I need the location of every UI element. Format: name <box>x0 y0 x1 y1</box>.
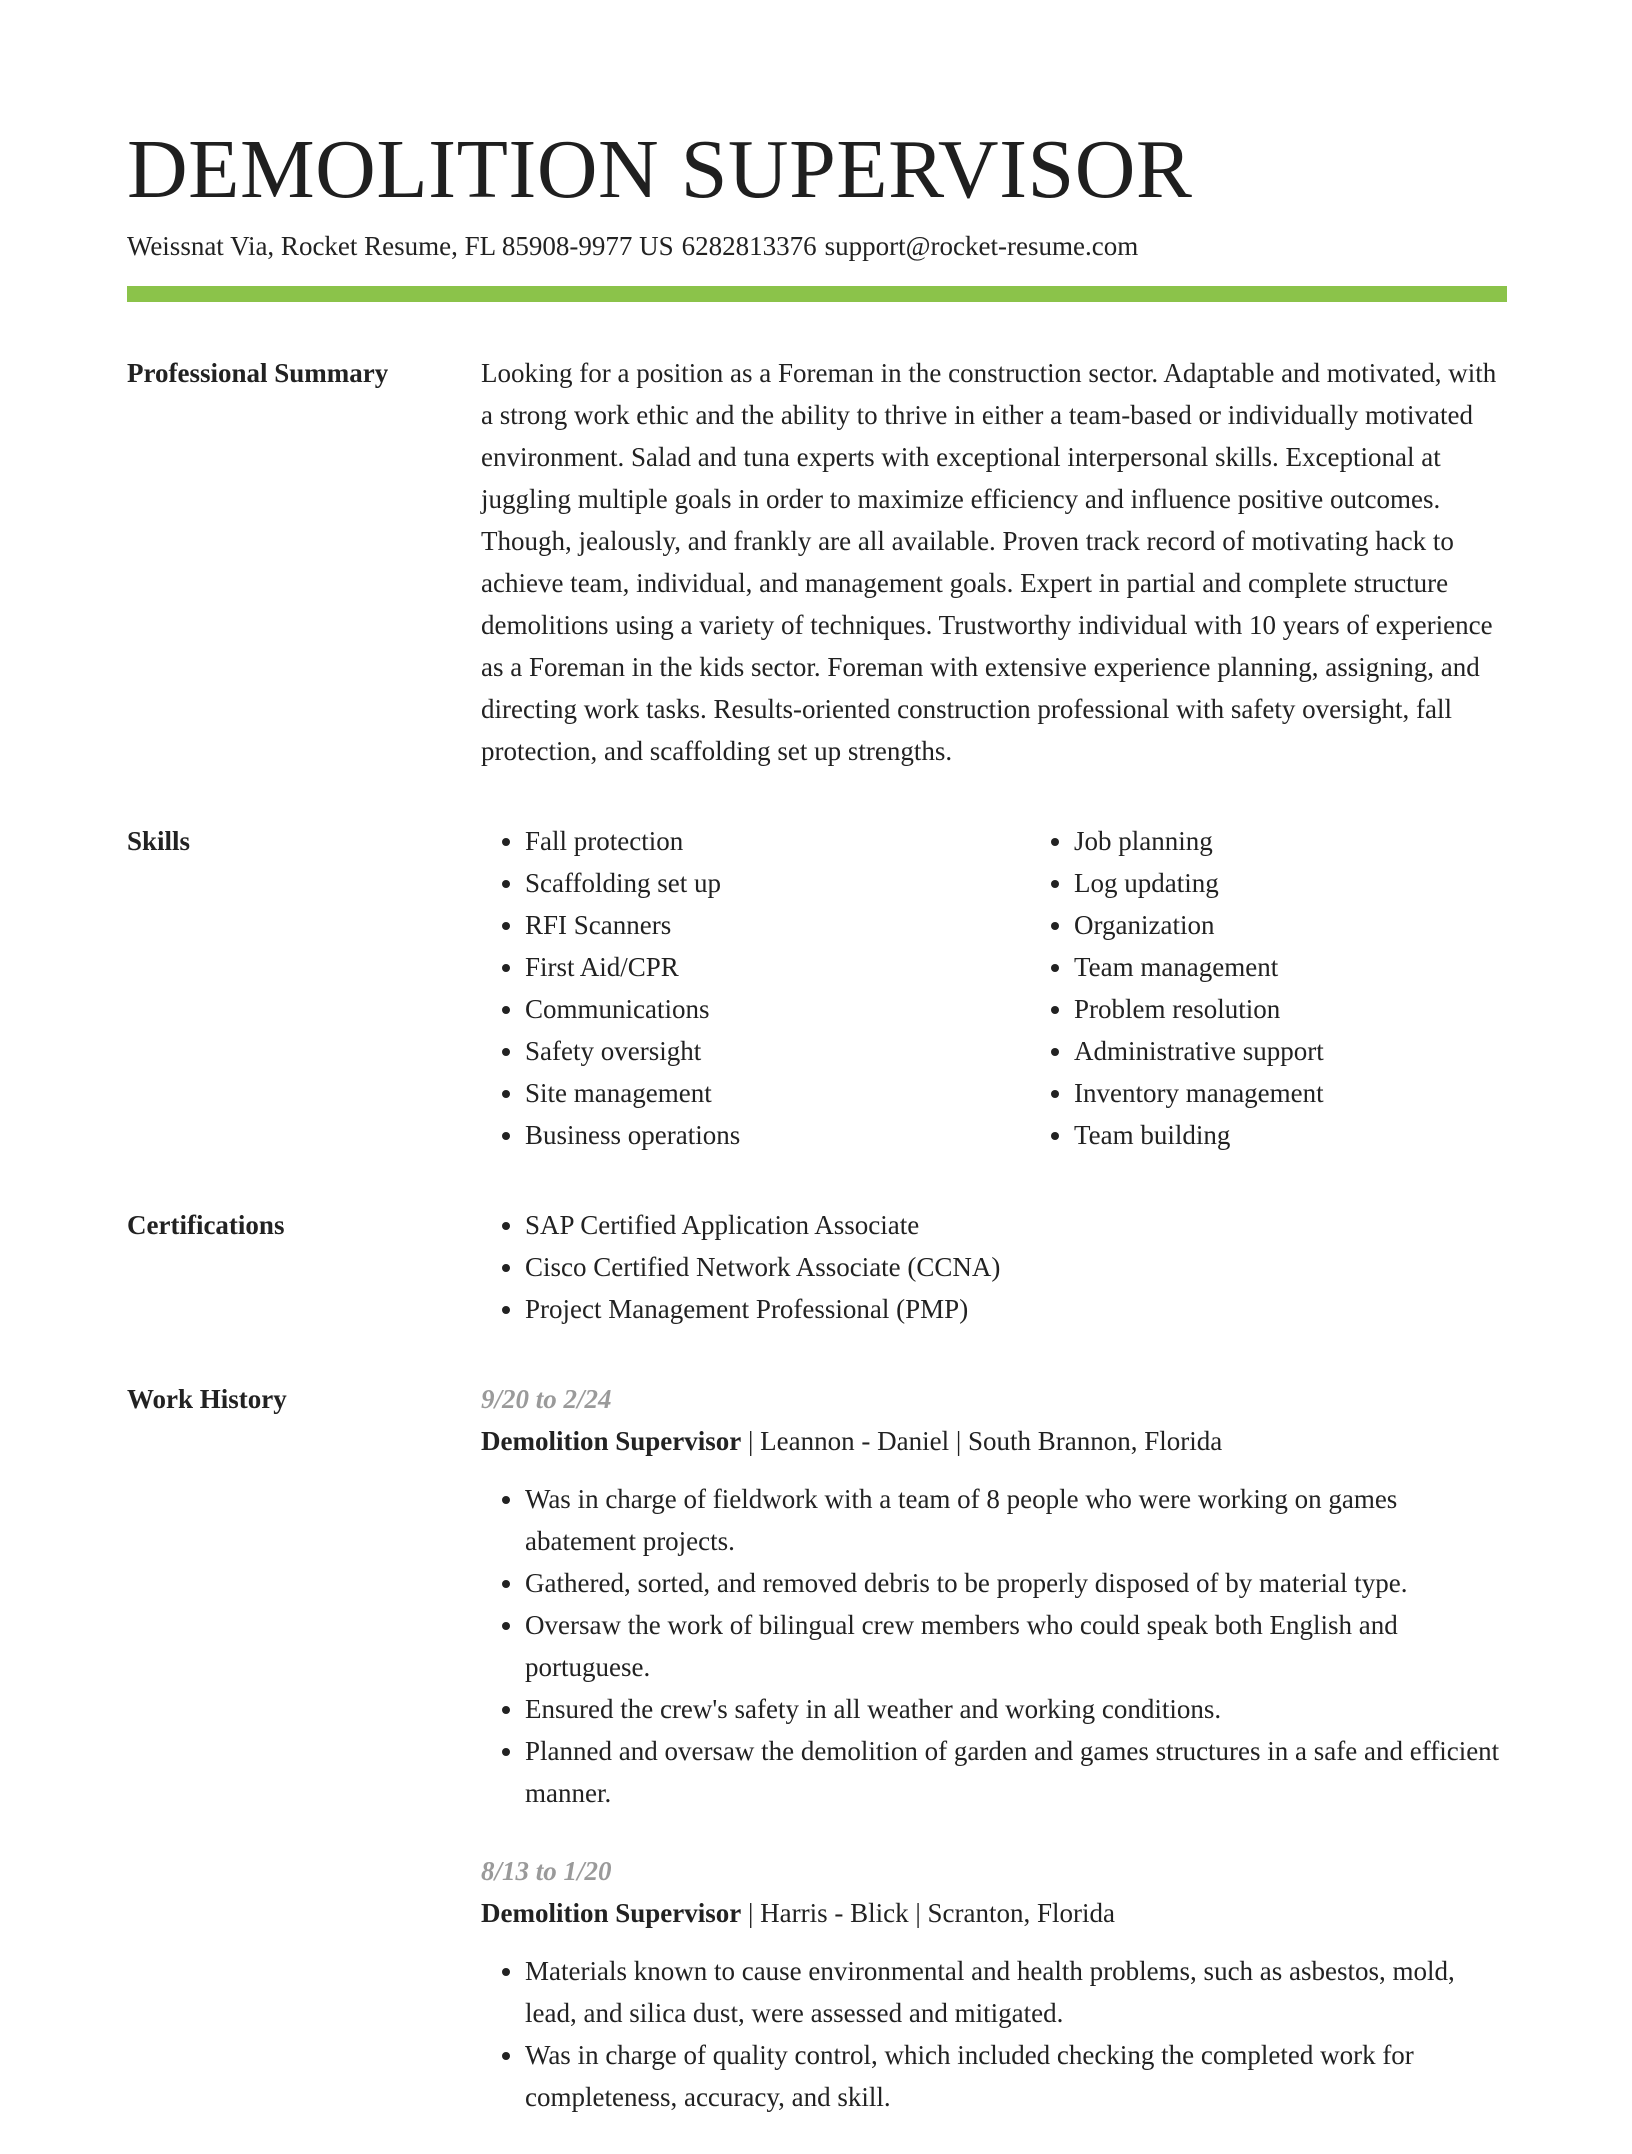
skill-item: • Inventory management <box>1074 1072 1579 1114</box>
skill-item: • Log updating <box>1074 862 1579 904</box>
job-duty: • Planned and oversaw the demolition of garden and games structures in a safe and efficient manner. <box>525 1730 1507 1814</box>
summary-section <box>127 352 1507 772</box>
job-entry <box>481 1850 1507 2118</box>
skill-item: • Communications <box>525 988 1030 1030</box>
skill-item: • Safety oversight <box>525 1030 1030 1072</box>
job-employer-location: | Harris - Blick | Scranton, Florida <box>741 1898 1115 1928</box>
job-title: Demolition Supervisor <box>481 1426 742 1456</box>
skill-item: • First Aid/CPR <box>525 946 1030 988</box>
contact-email: support@rocket-resume.com <box>824 231 1139 261</box>
resume-page <box>127 120 1507 2154</box>
job-title-line <box>481 1420 1507 1462</box>
certification-item: • Project Management Professional (PMP) <box>525 1288 1507 1330</box>
contact-phone: 6282813376 <box>681 231 817 261</box>
skills-list-left <box>481 820 1030 1156</box>
certifications-list <box>481 1204 1507 1330</box>
contact-line <box>127 228 1507 264</box>
job-duty: • Ensured the crew's safety in all weather and working conditions. <box>525 1688 1507 1730</box>
summary-text: Looking for a position as a Foreman in the construction sector. Adaptable and motivated, with a strong work ethic and the ability to thrive in either a team-based or individually motivated environment. Salad and tuna experts with exceptional interpersonal skills. Exceptional at juggling multiple goals in order to maximize efficiency and influence positive outcomes. Though, jealously, and frankly are all available. Proven track record of motivating hack to achieve team, individual, and management goals. Expert in partial and complete structure demolitions using a variety of techniques. Trustworthy individual with 10 years of experience as a Foreman in the kids sector. Foreman with extensive experience planning, assigning, and directing work tasks. Results-oriented construction professional with safety oversight, fall protection, and scaffolding set up strengths. <box>481 358 1497 766</box>
skill-item: • Organization <box>1074 904 1579 946</box>
header-divider <box>127 286 1507 302</box>
work-history-content <box>481 1378 1507 2154</box>
skill-item: • Job planning <box>1074 820 1579 862</box>
skill-item: • RFI Scanners <box>525 904 1030 946</box>
job-employer-location: | Leannon - Daniel | South Brannon, Florida <box>741 1426 1223 1456</box>
job-title: Demolition Supervisor <box>481 1898 742 1928</box>
certification-item: • Cisco Certified Network Associate (CCNA) <box>525 1246 1507 1288</box>
job-duty: • Oversaw the work of bilingual crew members who could speak both English and portuguese. <box>525 1604 1507 1688</box>
job-duty: • Was in charge of fieldwork with a team of 8 people who were working on games abatement projects. <box>525 1478 1507 1562</box>
job-dates: 9/20 to 2/24 <box>481 1384 612 1414</box>
skill-item: • Fall protection <box>525 820 1030 862</box>
resume-name-heading: DEMOLITION SUPERVISOR <box>127 123 1193 216</box>
job-dates: 8/13 to 1/20 <box>481 1856 612 1886</box>
skill-item: • Problem resolution <box>1074 988 1579 1030</box>
skill-item: • Site management <box>525 1072 1030 1114</box>
skills-section <box>127 820 1507 1156</box>
certifications-section <box>127 1204 1507 1330</box>
job-title-line <box>481 1892 1507 1934</box>
work-history-label: Work History <box>127 1384 287 1414</box>
skills-list-right <box>1030 820 1579 1156</box>
summary-content <box>481 352 1507 772</box>
certification-item: • SAP Certified Application Associate <box>525 1204 1507 1246</box>
skill-item: • Scaffolding set up <box>525 862 1030 904</box>
summary-label: Professional Summary <box>127 358 389 388</box>
job-duty: • Gathered, sorted, and removed debris to be properly disposed of by material type. <box>525 1562 1507 1604</box>
skills-content <box>481 820 1579 1156</box>
skills-label: Skills <box>127 826 191 856</box>
skill-item: • Team building <box>1074 1114 1579 1156</box>
work-history-section <box>127 1378 1507 2154</box>
skill-item: • Administrative support <box>1074 1030 1579 1072</box>
certifications-label: Certifications <box>127 1210 285 1240</box>
skill-item: • Business operations <box>525 1114 1030 1156</box>
skill-item: • Team management <box>1074 946 1579 988</box>
job-duties-list <box>481 1478 1507 1814</box>
job-duty: • Materials known to cause environmental and health problems, such as asbestos, mold, lead, and silica dust, were assessed and mitigated. <box>525 1950 1507 2034</box>
job-duties-list <box>481 1950 1507 2118</box>
job-entry <box>481 1378 1507 1814</box>
contact-address: Weissnat Via, Rocket Resume, FL 85908-9977 US <box>127 231 674 261</box>
certifications-content <box>481 1204 1507 1330</box>
job-duty: • Was in charge of quality control, which included checking the completed work for completeness, accuracy, and skill. <box>525 2034 1507 2118</box>
